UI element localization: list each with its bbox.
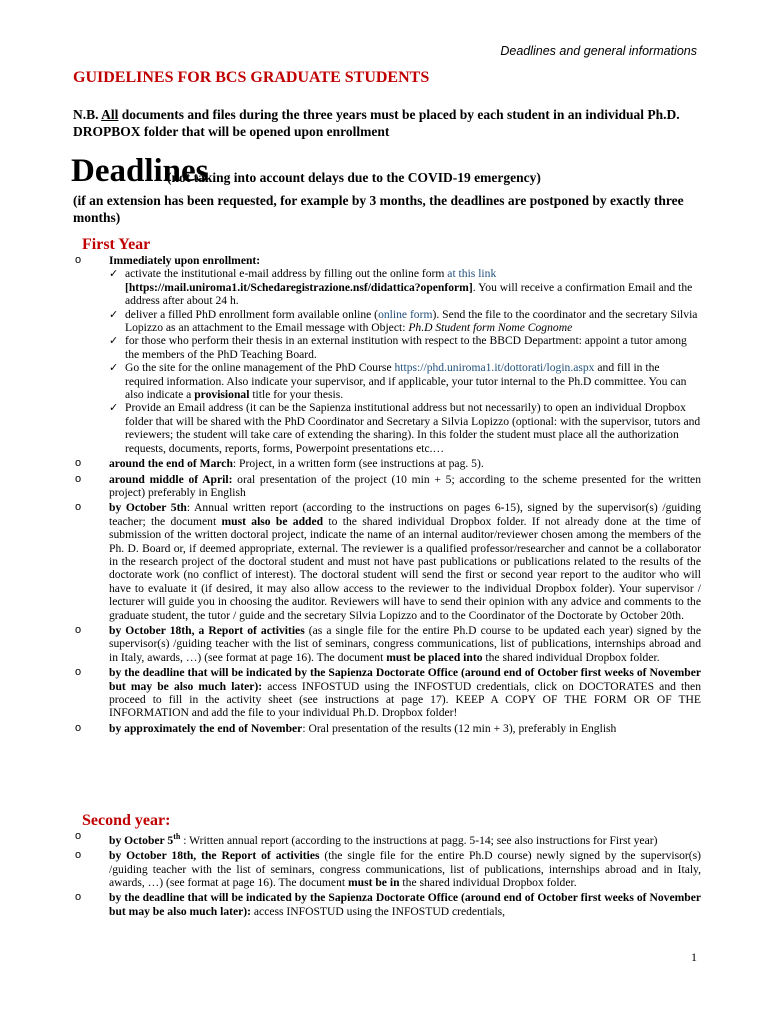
list-item: o by approximately the end of November: Oral presentation of the results (12 min + 3), preferably in English: [75, 721, 617, 735]
bullet-icon: o: [75, 891, 82, 904]
list-item: o around middle of April: oral presentation of the project (10 min + 5; according to the scheme presented for the written project) preferably in English: [75, 472, 702, 499]
list-item: o by the deadline that will be indicated by the Sapienza Doctorate Office (around end of October first weeks of November but may be also much later): access INFOSTUD using the INFOSTUD credentials, click on DOCTORATES and then proceed to fill in the activity sheet (see instructions at page 17). KEEP A COPY OF THE FORM OR OF THE INFORMATION and add the file to your individual Ph.D. Dropbox folder!: [75, 666, 701, 720]
nb-note: [73, 106, 693, 140]
nb-all: All: [101, 107, 119, 122]
extension-note: (if an extension has been requested, for example by 3 months, the deadlines are postponed by exactly three months): [73, 193, 684, 225]
second-year-list: [73, 830, 701, 920]
check-icon: ✓: [109, 267, 119, 281]
sub-item: ✓ activate the institutional e-mail address by filling out the online form at this link [https://mail.uniroma1.it/Schedaregistrazione.nsf/didattica?openform]. You will receive a confirmation Email and the address after about 24 h.: [109, 267, 693, 308]
form-link[interactable]: at this link: [447, 267, 497, 281]
bullet-icon: o: [75, 830, 82, 842]
deadlines-note: (not taking into account delays due to the COVID-19 emergency): [167, 170, 541, 185]
list-item: o by the deadline that will be indicated by the Sapienza Doctorate Office (around end of October first weeks of November but may be also much later): access INFOSTUD using the INFOSTUD credentials,: [75, 891, 701, 918]
sub-item: ✓ Provide an Email address (it can be the Sapienza institutional address but not necessarily) to open an individual Dropbox folder that will be shared with the PhD Coordinator and Secretary a Silvia Lopizzo (optional: with the supervisor, tutors and reviewers; the student will take care of extending the sharing). In this folder the student must place all the authorization requests, documents, reports, forms, Powerpoint presentations etc.…: [109, 401, 701, 455]
nb-text: documents and files during the three years must be placed by each student in an individual Ph.D. DROPBOX folder that will be opened upon enrollment: [73, 107, 680, 139]
second-year-heading: Second year:: [82, 812, 171, 829]
list-item: o by October 5th: Annual written report (according to the instructions on pages 6-15), signed by the supervisor(s) /guiding teacher; the document must also be added to the shared individual Dropbox folder. If not already done at the time of submission of the written doctoral project, indicate the name of an internal auditor/reviewer chosen among the members of the Ph. D. Board or, if deemed appropriate, external. The reviewer is a qualified professor/researcher and cannot be a collaborator in the research project of the doctoral student and must not have past publications or publications related to the results of the doctorate work (no conflict of interest). The doctoral student will send the first or second year report to the auditor who will have to evaluate it (if desired, it may also allow access to the reviewer to the individual Dropbox folder). Your supervisor / lecturer will guide you in choosing the auditor. Reviewers will have to send their opinion with any advice and comments to the graduate student, the tutor / guide and the secretary Silvia Lopizzo and to the Coordinator of the Doctorate by October 20th.: [75, 501, 702, 622]
list-item: o by October 5th : Written annual report (according to the instructions at pagg. 5-14; see also instructions for First year): [75, 830, 658, 847]
list-item: [73, 254, 701, 455]
bullet-icon: o: [75, 254, 82, 266]
nb-prefix: N.B.: [73, 107, 102, 122]
phd-site-link[interactable]: https://phd.uniroma1.it/dottorati/login.aspx: [394, 361, 595, 375]
bullet-icon: o: [75, 721, 82, 734]
bullet-icon: o: [75, 666, 82, 679]
list-item: o around the end of March: Project, in a written form (see instructions at pag. 5).: [75, 457, 484, 471]
running-header: Deadlines and general informations: [500, 44, 697, 58]
check-icon: ✓: [109, 307, 119, 321]
page-number: 1: [691, 950, 697, 964]
bullet-icon: o: [75, 501, 82, 514]
enroll-label: Immediately upon enrollment:: [109, 254, 261, 267]
page-title: GUIDELINES FOR BCS GRADUATE STUDENTS: [73, 69, 430, 86]
first-year-list: [73, 254, 701, 737]
online-form-link[interactable]: online form: [378, 307, 433, 321]
form-url[interactable]: [https://mail.uniroma1.it/Schedaregistrazione.nsf/didattica?openform]: [125, 280, 473, 294]
deadlines-title: Deadlines: [71, 153, 209, 189]
check-icon: ✓: [109, 361, 119, 375]
sub-item: ✓ Go the site for the online management of the PhD Course https://phd.uniroma1.it/dottorati/login.aspx and fill in the required information. Also indicate your supervisor, and if applicable, your tutor internal to the Ph.D committee. You can also indicate a provisional title for your thesis.: [109, 361, 687, 402]
first-year-heading: First Year: [82, 236, 151, 253]
bullet-icon: o: [75, 472, 82, 485]
sub-item: ✓ for those who perform their thesis in an external institution with respect to the BBCD Department: appoint a tutor among the members of the PhD Teaching Board.: [109, 334, 687, 361]
bullet-icon: o: [75, 849, 82, 862]
check-icon: ✓: [109, 334, 119, 348]
check-icon: ✓: [109, 401, 119, 415]
sub-item: ✓ deliver a filled PhD enrollment form available online (online form). Send the file to the coordinator and the secretary Silvia Lopizzo as an attachment to the Email message with Object: Ph.D Student form Nome Cognome: [109, 307, 698, 335]
list-item: o by October 18th, the Report of activities (the single file for the entire Ph.D course) newly signed by the supervisor(s) /guiding teacher with the list of seminars, congress communications, list of publications, internships abroad and in Italy, awards, …) (see format at page 16). The document must be in the shared individual Dropbox folder.: [75, 849, 701, 890]
list-item: o by October 18th, a Report of activities (as a single file for the entire Ph.D course to be updated each year) signed by the supervisor(s) /guiding teacher with the list of seminars, congress communications, list of publications, internships abroad and in Italy, awards, …) (see format at page 16). The document must be placed into the shared individual Dropbox folder.: [75, 623, 701, 664]
bullet-icon: o: [75, 457, 82, 470]
bullet-icon: o: [75, 623, 82, 636]
